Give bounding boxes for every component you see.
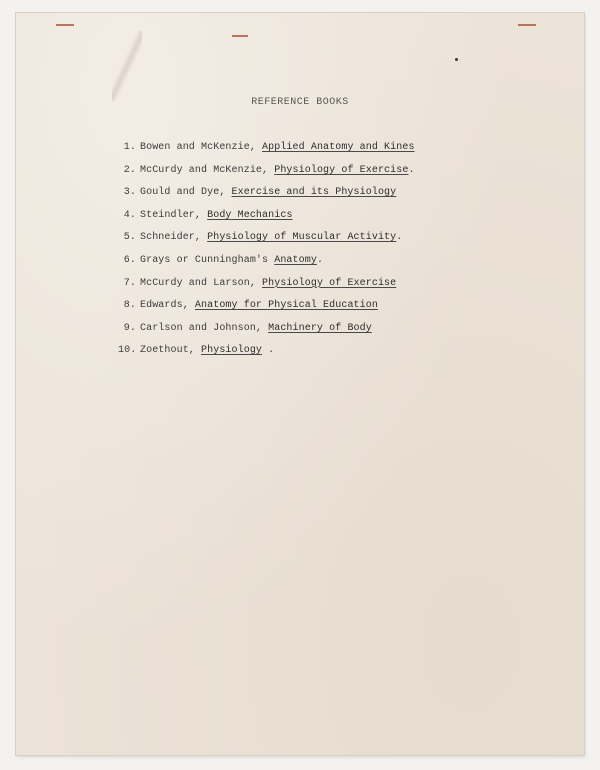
paper-crease bbox=[112, 31, 142, 101]
reference-number: 4. bbox=[123, 209, 136, 221]
reference-number: 9. bbox=[123, 322, 136, 334]
reference-item bbox=[118, 323, 415, 346]
reference-item bbox=[118, 278, 415, 301]
reference-trailing-punctuation: . bbox=[408, 164, 415, 176]
reference-item bbox=[118, 345, 415, 368]
reference-item bbox=[118, 232, 415, 255]
reference-list bbox=[118, 142, 415, 368]
reference-number: 1. bbox=[123, 142, 136, 153]
page-title: REFERENCE BOOKS bbox=[251, 97, 349, 108]
reference-book-title: Exercise and its Physiology bbox=[231, 187, 397, 199]
reference-number: 3. bbox=[123, 187, 136, 199]
reference-author: Schneider, bbox=[140, 232, 208, 244]
reference-item bbox=[118, 142, 415, 165]
reference-trailing-punctuation: . bbox=[396, 232, 403, 244]
reference-number: 2. bbox=[123, 164, 136, 176]
reference-item bbox=[118, 210, 415, 233]
reference-item bbox=[118, 187, 415, 210]
reference-book-title: Anatomy for Physical Education bbox=[194, 300, 378, 312]
reference-book-title: Body Mechanics bbox=[207, 209, 293, 221]
reference-author: Edwards, bbox=[140, 300, 195, 312]
staple-mark-left bbox=[56, 24, 74, 26]
reference-number: 8. bbox=[123, 300, 136, 312]
reference-number: 5. bbox=[123, 232, 136, 244]
reference-item bbox=[118, 255, 415, 278]
staple-mark-right bbox=[518, 24, 536, 26]
reference-author: Bowen and McKenzie, bbox=[140, 142, 263, 153]
reference-book-title: Anatomy bbox=[274, 254, 317, 266]
reference-number: 10. bbox=[118, 345, 137, 357]
reference-book-title: Physiology of Exercise bbox=[274, 164, 409, 176]
reference-book-title: Physiology bbox=[201, 345, 263, 357]
reference-book-title: Machinery of Body bbox=[268, 322, 372, 334]
reference-book-title: Applied Anatomy and Kines bbox=[262, 142, 415, 153]
reference-book-title: Physiology of Muscular Activity bbox=[207, 232, 397, 244]
reference-item bbox=[118, 165, 415, 188]
reference-item bbox=[118, 300, 415, 323]
paper-sheet bbox=[16, 13, 584, 755]
reference-author: Steindler, bbox=[140, 209, 208, 221]
reference-trailing-punctuation: . bbox=[262, 345, 275, 357]
reference-author: McCurdy and McKenzie, bbox=[140, 164, 275, 176]
reference-book-title: Physiology of Exercise bbox=[262, 277, 397, 289]
staple-mark-center bbox=[232, 35, 248, 37]
reference-number: 7. bbox=[123, 277, 136, 289]
reference-author: Grays or Cunningham's bbox=[140, 254, 275, 266]
reference-author: McCurdy and Larson, bbox=[140, 277, 263, 289]
reference-author: Carlson and Johnson, bbox=[140, 322, 269, 334]
reference-trailing-punctuation: . bbox=[316, 254, 324, 266]
ink-dot bbox=[455, 58, 458, 61]
reference-author: Gould and Dye, bbox=[140, 187, 232, 199]
reference-author: Zoethout, bbox=[140, 345, 202, 357]
reference-number: 6. bbox=[123, 254, 136, 266]
